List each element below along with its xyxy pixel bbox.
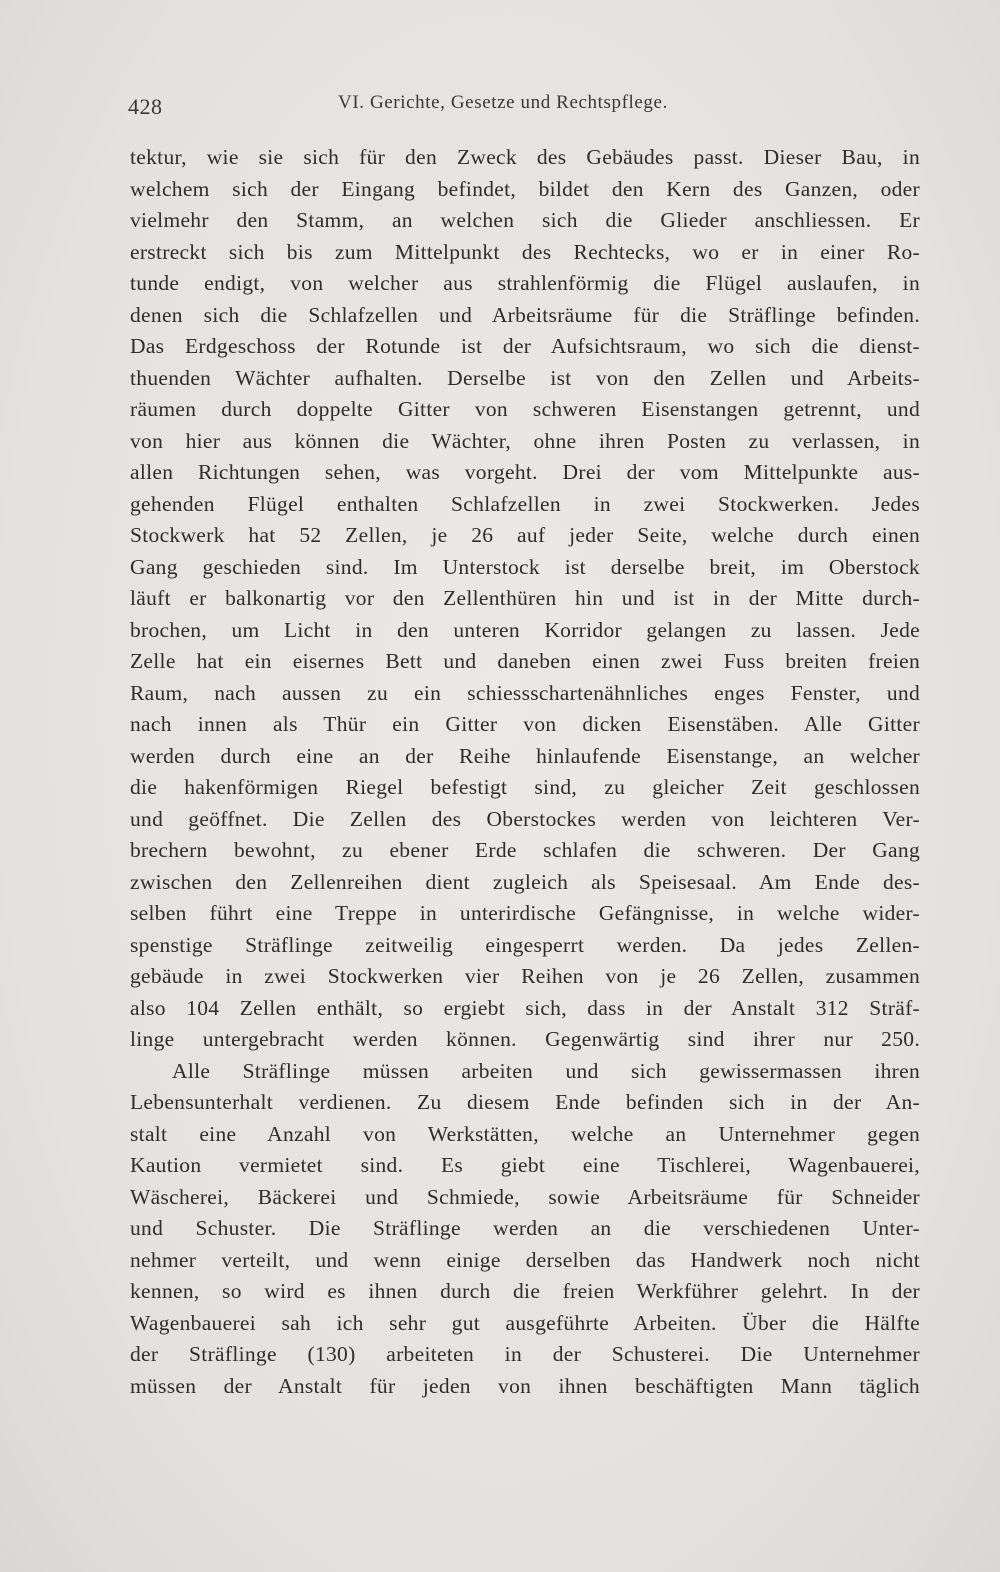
- text-line: gebäude in zwei Stockwerken vier Reihen von je 26 Zellen, zusammen: [130, 964, 920, 988]
- text-line: Wäscherei, Bäckerei und Schmiede, sowie Arbeitsräume für Schneider: [130, 1184, 920, 1209]
- page-number: 428: [128, 94, 163, 119]
- text-line: tunde endigt, von welcher aus strahlenförmig die Flügel auslaufen, in: [130, 271, 920, 295]
- text-line: selben führt eine Treppe in unterirdische Gefängnisse, in welche wider-: [130, 901, 920, 925]
- text-line: allen Richtungen sehen, was vorgeht. Drei der vom Mittelpunkte aus-: [130, 460, 920, 484]
- text-line: müssen der Anstalt für jeden von ihnen beschäftigten Mann täglich: [130, 1373, 920, 1398]
- text-line: Das Erdgeschoss der Rotunde ist der Aufsichtsraum, wo sich die dienst-: [130, 334, 920, 358]
- text-line: werden durch eine an der Reihe hinlaufende Eisenstange, an welcher: [130, 743, 920, 768]
- text-line: die hakenförmigen Riegel befestigt sind, zu gleicher Zeit geschlossen: [130, 775, 920, 799]
- text-line: Raum, nach aussen zu ein schiessschartenähnliches enges Fenster, und: [130, 680, 920, 705]
- text-line: Kaution vermietet sind. Es giebt eine Tischlerei, Wagenbauerei,: [130, 1153, 920, 1177]
- text-line: brechern bewohnt, zu ebener Erde schlafen die schweren. Der Gang: [130, 838, 920, 862]
- text-line: brochen, um Licht in den unteren Korridor gelangen zu lassen. Jede: [130, 617, 920, 642]
- text-line: also 104 Zellen enthält, so ergiebt sich, dass in der Anstalt 312 Sträf-: [130, 995, 920, 1020]
- text-line: der Sträflinge (130) arbeiteten in der Schusterei. Die Unternehmer: [130, 1342, 920, 1366]
- text-line: läuft er balkonartig vor den Zellenthüren hin und ist in der Mitte durch-: [130, 586, 920, 610]
- text-line: Zelle hat ein eisernes Bett und daneben einen zwei Fuss breiten freien: [130, 649, 920, 673]
- text-line: und Schuster. Die Sträflinge werden an die verschiedenen Unter-: [130, 1216, 920, 1240]
- text-line: tektur, wie sie sich für den Zweck des Gebäudes passt. Dieser Bau, in: [130, 145, 920, 169]
- text-line: räumen durch doppelte Gitter von schweren Eisenstangen getrennt, und: [130, 397, 920, 421]
- text-line: spenstige Sträflinge zeitweilig eingesperrt werden. Da jedes Zellen-: [130, 932, 920, 957]
- text-line: von hier aus können die Wächter, ohne ihren Posten zu verlassen, in: [130, 428, 920, 453]
- text-line: nach innen als Thür ein Gitter von dicken Eisenstäben. Alle Gitter: [130, 712, 920, 736]
- text-line: welchem sich der Eingang befindet, bildet den Kern des Ganzen, oder: [130, 176, 920, 201]
- text-line: zwischen den Zellenreihen dient zugleich als Speisesaal. Am Ende des-: [130, 869, 920, 894]
- text-line: Gang geschieden sind. Im Unterstock ist derselbe breit, im Oberstock: [130, 554, 920, 579]
- text-line: kennen, so wird es ihnen durch die freien Werkführer gelehrt. In der: [130, 1279, 920, 1303]
- text-line: Lebensunterhalt verdienen. Zu diesem Ende befinden sich in der An-: [130, 1090, 920, 1114]
- text-line: vielmehr den Stamm, an welchen sich die Glieder anschliessen. Er: [130, 208, 920, 232]
- text-line: und geöffnet. Die Zellen des Oberstockes werden von leichteren Ver-: [130, 806, 920, 831]
- text-line: thuenden Wächter aufhalten. Derselbe ist von den Zellen und Arbeits-: [130, 365, 920, 390]
- text-line: Stockwerk hat 52 Zellen, je 26 auf jeder Seite, welche durch einen: [130, 523, 920, 547]
- text-line: gehenden Flügel enthalten Schlafzellen in zwei Stockwerken. Jedes: [130, 491, 920, 516]
- text-line: erstreckt sich bis zum Mittelpunkt des Rechtecks, wo er in einer Ro-: [130, 239, 920, 264]
- page-header: [128, 90, 920, 120]
- text-line: Alle Sträflinge müssen arbeiten und sich gewissermassen ihren: [172, 1058, 920, 1083]
- text-line: Wagenbauerei sah ich sehr gut ausgeführte Arbeiten. Über die Hälfte: [130, 1310, 920, 1335]
- text-line: linge untergebracht werden können. Gegenwärtig sind ihrer nur 250.: [130, 1027, 920, 1051]
- text-line: nehmer verteilt, und wenn einige derselben das Handwerk noch nicht: [130, 1247, 920, 1272]
- body-text: [130, 142, 920, 1402]
- text-line: denen sich die Schlafzellen und Arbeitsräume für die Sträflinge befinden.: [130, 302, 920, 327]
- text-line: stalt eine Anzahl von Werkstätten, welche an Unternehmer gegen: [130, 1121, 920, 1146]
- running-head: VI. Gerichte, Gesetze und Rechtspflege.: [338, 92, 668, 113]
